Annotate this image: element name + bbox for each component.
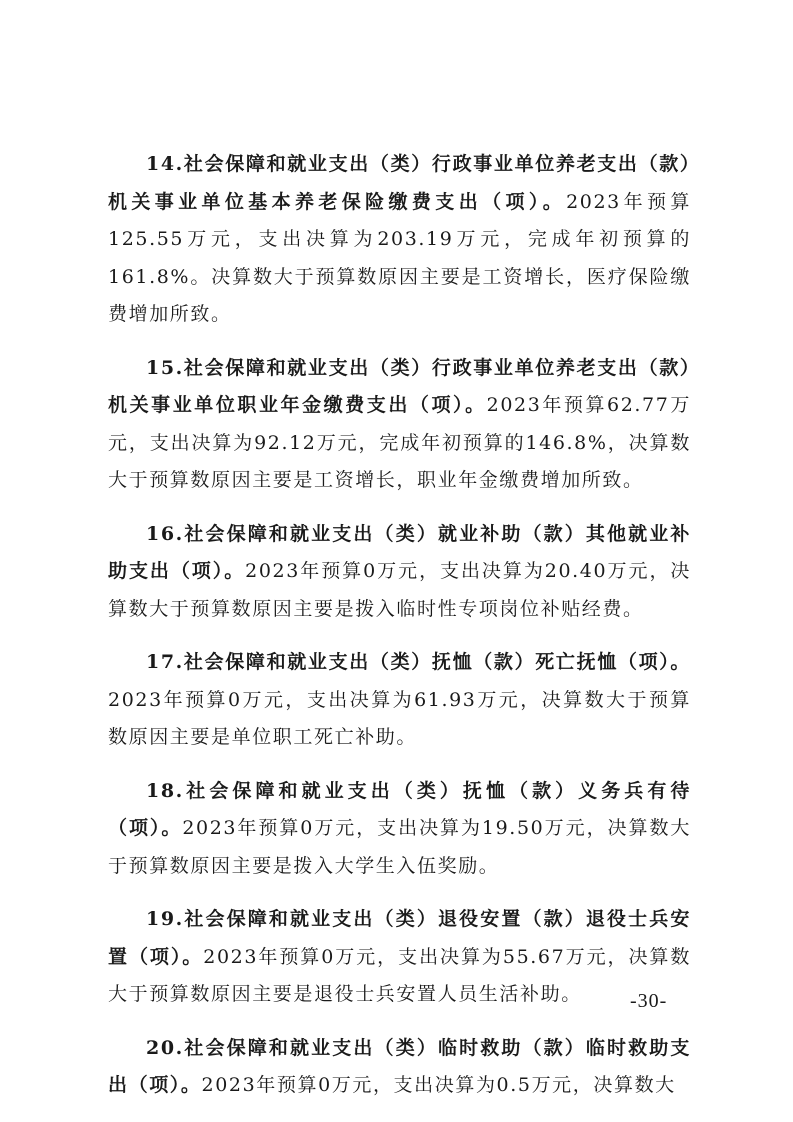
- paragraph-body: 2023年预算0万元，支出决算为19.50万元，决算数大于预算数原因主要是拨入大学生入伍奖励。: [108, 817, 691, 877]
- paragraph-heading: 15.社会保障和就业支出（类）行政事业单位养老支出（款）机关事业单位职业年金缴费支出（项）。: [108, 356, 691, 416]
- paragraph-item-17: [108, 644, 691, 757]
- paragraph-item-15: [108, 350, 691, 500]
- paragraph-item-16: [108, 516, 691, 629]
- page-number: -30-: [630, 990, 668, 1012]
- paragraph-heading: 18.社会保障和就业支出（类）抚恤（款）义务兵有待（项）。: [108, 779, 691, 839]
- paragraph-item-18: [108, 773, 691, 886]
- paragraph-item-14: [108, 146, 691, 334]
- paragraph-heading: 20.社会保障和就业支出（类）临时救助（款）临时救助支出（项）。: [108, 1036, 691, 1096]
- paragraph-body: 2023年预算0万元，支出决算为61.93万元，决算数大于预算数原因主要是单位职工死亡补助。: [108, 688, 691, 748]
- paragraph-heading: 19.社会保障和就业支出（类）退役安置（款）退役士兵安置（项）。: [108, 908, 691, 968]
- paragraph-item-20: [108, 1030, 691, 1105]
- paragraph-body: 2023年预算0万元，支出决算为20.40万元，决算数大于预算数原因主要是拨入临时性专项岗位补贴经费。: [108, 560, 691, 620]
- paragraph-heading: 17.社会保障和就业支出（类）抚恤（款）死亡抚恤（项）。: [146, 651, 691, 673]
- paragraph-heading: 14.社会保障和就业支出（类）行政事业单位养老支出（款）机关事业单位基本养老保险缴费支出（项）。: [108, 153, 691, 213]
- document-body: [108, 146, 691, 1121]
- paragraph-body: 2023年预算125.55万元，支出决算为203.19万元，完成年初预算的161.8%。决算数大于预算数原因主要是工资增长，医疗保险缴费增加所致。: [108, 190, 691, 325]
- paragraph-heading: 16.社会保障和就业支出（类）就业补助（款）其他就业补助支出（项）。: [108, 522, 691, 582]
- paragraph-body: 2023年预算0万元，支出决算为0.5万元，决算数大: [201, 1074, 676, 1096]
- paragraph-item-19: [108, 901, 691, 1014]
- paragraph-body: 2023年预算0万元，支出决算为55.67万元，决算数大于预算数原因主要是退役士兵安置人员生活补助。: [108, 945, 691, 1005]
- paragraph-body: 2023年预算62.77万元，支出决算为92.12万元，完成年初预算的146.8%，决算数大于预算数原因主要是工资增长，职业年金缴费增加所致。: [108, 394, 692, 491]
